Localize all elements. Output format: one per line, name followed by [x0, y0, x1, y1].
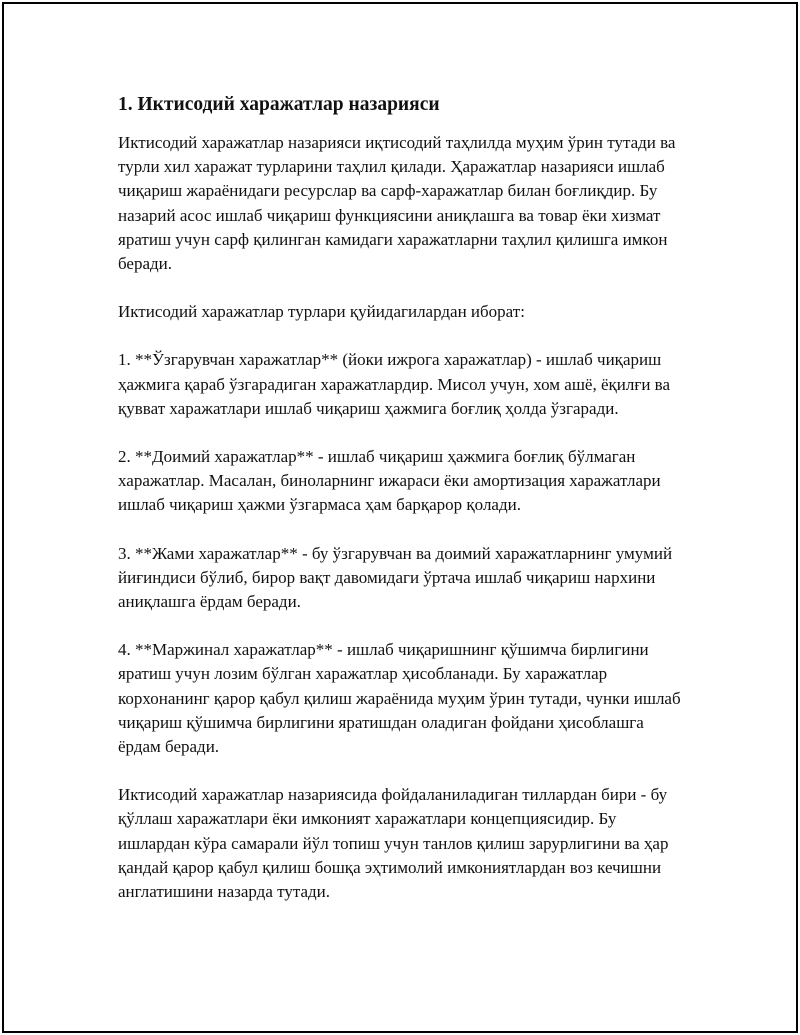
paragraph-fixed-costs: 2. **Доимий харажатлар** - ишлаб чиқариш ҳажмига боғлиқ бўлмаган харажатлар. Масалан, биноларнинг ижараси ёки амортизация харажатлари ишлаб чиқариш ҳажми ўзгармаса ҳам барқарор қолади.	[118, 447, 661, 515]
document-body	[118, 91, 688, 904]
paragraph-total-costs: 3. **Жами харажатлар** - бу ўзгарувчан ва доимий харажатларнинг умумий йиғиндиси бўлиб, бирор вақт давомидаги ўртача ишлаб чиқариш нархини аниқлашга ёрдам беради.	[118, 543, 673, 612]
paragraph-marginal-costs: 4. **Маржинал харажатлар** - ишлаб чиқаришнинг қўшимча бирлигини яратиш учун лозим бўлган харажатлар ҳисобланади. Бу харажатлар корхонанинг қарор қабул қилиш жараёнида муҳим ўрин тутади, чунки ишлаб чиқариш қўшимча бирлигини яратишдан оладиган фойдани ҳисоблашга ёрдам беради.	[118, 640, 681, 757]
paragraph-intro: Иктисодий харажатлар назарияси иқтисодий таҳлилда муҳим ўрин тутади ва турли хил харажат турларини таҳлил қилади. Ҳаражатлар назарияси ишлаб чиқариш жараёнидаги ресурслар ва сарф-харажатлар билан боғлиқдир. Бу назарий асос ишлаб чиқариш функциясини аниқлашга ва товар ёки хизмат яратиш учун сарф қилинган камидаги харажатларни таҳлил қилишга имкон беради.	[118, 133, 676, 274]
paragraph-types-heading: Иктисодий харажатлар турлари қуйидагилардан иборат:	[118, 302, 525, 322]
section-title: 1. Иктисодий харажатлар назарияси	[118, 94, 440, 115]
paragraph-opportunity-costs: Иктисодий харажатлар назариясида фойдаланиладиган тиллардан бири - бу қўллаш харажатлари ёки имконият харажатлари концепциясидир. Бу ишлардан кўра самарали йўл топиш учун танлов қилиш зарурлигини ва ҳар қандай қарор қабул қилиш бошқа эҳтимолий имкониятлардан воз кечишни англатишини назарда тутади.	[118, 785, 669, 902]
paragraph-variable-costs: 1. **Ўзгарувчан харажатлар** (йоки ижрога харажатлар) - ишлаб чиқариш ҳажмига қараб ўзгарадиган харажатлардир. Мисол учун, хом ашё, ёқилғи ва қувват харажатлари ишлаб чиқариш ҳажмига боғлиқ ҳолда ўзгаради.	[118, 350, 671, 418]
